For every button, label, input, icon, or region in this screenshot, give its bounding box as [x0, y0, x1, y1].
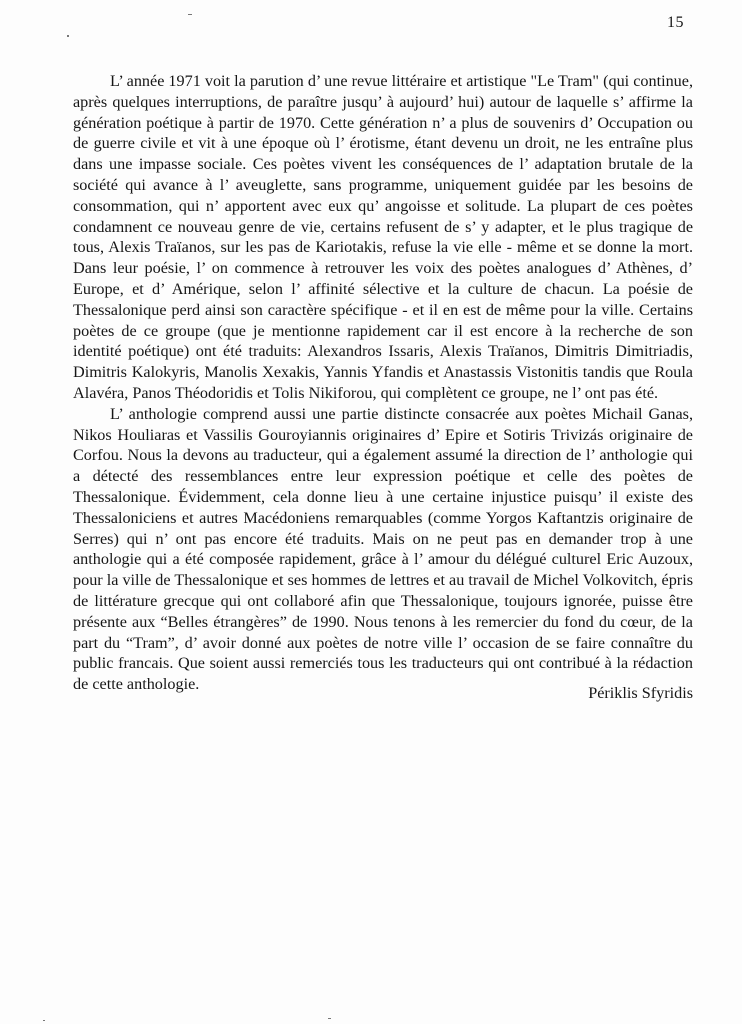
paragraph-anthology: L’ anthologie comprend aussi une partie distincte consacrée aux poètes Michail Ganas, Nikos Houliaras et Vassilis Gouroyiannis originaires d’ Epire et Sotiris Trivizás originaire de Corfou. Nous la devons au traducteur, qui a également assumé la direction de l’ anthologie qui a détecté des ressemblances entre leur expression poétique et celle des poètes de Thessalonique. Évidemment, cela donne lieu à une certaine injustice puisqu’ il existe des Thessaloniciens et autres Macédoniens remarquables (comme Yorgos Kaftantzis originaire de Serres) qui n’ ont pas encore été traduits. Mais on ne peut pas en demander trop à une anthologie qui a été composée rapidement, grâce à l’ amour du délégué culturel Eric Auzoux, pour la ville de Thessalonique et ses hommes de lettres et au travail de Michel Volkovitch, épris de littérature grecque qui ont collaboré afin que Thessalonique, toujours ignorée, puisse être présente aux “Belles étrangères” de 1990. Nous tenons à les remercier du fond du cœur, de la part du “Tram”, d’ avoir donné aux poètes de notre ville l’ occasion de se faire connaître du public francais. Que soient aussi remerciés tous les traducteurs qui ont contribué à la rédaction de cette anthologie.: [73, 404, 693, 694]
paragraph-tram-generation: L’ année 1971 voit la parution d’ une revue littéraire et artistique "Le Tram" (qui continue, après quelques interruptions, de paraître jusqu’ à aujourd’ hui) autour de laquelle s’ affirme la génération poétique à partir de 1970. Cette génération n’ a plus de souvenirs d’ Occupation ou de guerre civile et vit à une époque où l’ érotisme, étant devenu un droit, ne les entraîne plus dans une impasse sociale. Ces poètes vivent les conséquences de l’ adaptation brutale de la société qui avance à l’ aveuglette, sans programme, uniquement guidée par les besoins de consommation, qui n’ apportent avec eux qu’ angoisse et solitude. La plupart de ces poètes condamnent ce nouveau genre de vie, certains refusent de s’ y adapter, et le plus tragique de tous, Alexis Traïanos, sur les pas de Kariotakis, refuse la vie elle - même et se donne la mort. Dans leur poésie, l’ on commence à retrouver les voix des poètes analogues d’ Athènes, d’ Europe, et d’ Amérique, selon l’ affinité sélective et la culture de chacun. La poésie de Thessalonique perd ainsi son caractère spécifique - et il en est de même pour la ville. Certains poètes de ce groupe (que je mentionne rapidement car il est encore à la recherche de son identité poétique) ont été traduits: Alexandros Issaris, Alexis Traïanos, Dimitris Dimitriadis, Dimitris Kalokyris, Manolis Xexakis, Yannis Yfandis et Anastassis Vistonitis tandis que Roula Alavéra, Panos Théodoridis et Tolis Nikiforou, qui complètent ce groupe, ne l’ ont pas été.: [73, 72, 693, 402]
page-number: 15: [667, 14, 684, 31]
author-signature: Périklis Sfyridis: [588, 684, 693, 702]
scan-speck: [67, 35, 69, 37]
scan-speck: [43, 1020, 45, 1021]
scan-speck: [328, 1018, 331, 1019]
scan-speck: [188, 14, 192, 15]
article-body: [73, 71, 693, 695]
